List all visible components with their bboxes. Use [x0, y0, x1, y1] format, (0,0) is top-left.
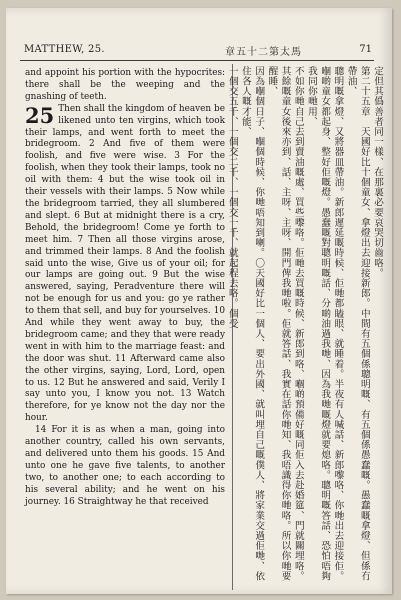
english-column [25, 68, 225, 594]
english-paragraph: Then shall the kingdom of heaven be likened unto ten virgins, which took their lamps, and went forth to meet the bridegroom. 2 And five of them were foolish, and five were wise. 3 For the foolish, when they took their lamps, took no oil with them: 4 but the wise took oil in their vessels with their lamps. 5 Now while the bridegroom tarried, they all slumbered and slept. 6 But at midnight there is a cry, Behold, the bridegroom! Come ye forth to meet him. 7 Then all those virgins arose, and trimmed their lamps. 8 And the foolish said unto the wise, Give us of your oil; for our lamps are going out. 9 But the wise answered, saying, Peradventure there will not be enough for us and you: go ye rather to them that sell, and buy for yourselves. 10 And while they went away to buy, the bridegroom came; and they that were ready went in with him to the marriage feast: and the door was shut. 11 Afterward came also the other virgins, saying, Lord, Lord, open to us. 12 But he answered and said, Verily I say unto you, I know you not. 13 Watch therefore, for ye know not the day nor the hour. [25, 103, 225, 424]
english-paragraph: 14 For it is as when a man, going into another country, called his own servants, and delivered unto them his goods. 15 And unto one he gave five talents, to another two, to another one; to each according to his several ability; and he went on his journey. 16 Straightway he that received [25, 425, 225, 507]
chinese-line: 第二十五章 天國好比十個童女、拿燈出去迎接新郎。中間有五個係聰明嘅、有五個係愚蠢嘅。愚蠢嘅拿燈、但係冇帶油、 [345, 66, 370, 582]
chinese-column [226, 66, 384, 588]
chinese-line: 因為嗰個日子、嗰個時候、你哋唔知到喇。〇天國好比一個人、要出外國、就叫埋自己嘅僕人、將家業交過佢哋、依住各人嘅才能、 [239, 66, 265, 582]
chapter-number: 25 [25, 102, 55, 128]
chinese-line: 一個交五千、一個交二千、一個交一千、就起程去咯。個受 [226, 66, 238, 329]
english-paragraph: and appoint his portion with the hypocrites: there shall be the weeping and the gnashing of teeth. [25, 68, 225, 102]
chinese-line: 不如你哋自己去到賣油嘅處、買些嚟咯。佢哋去買嘅時候、新郎到咯、嗰啲預備好嘅同佢入去赴婚筵、門就關埋咯。 [292, 66, 304, 582]
chinese-line: 嗰啲童女都起身、整好佢嘅燈。愚蠢嘅對聰明嘅話、分啲油過我哋、因為我哋嘅燈就要熄咯。聰明嘅答話、恐怕唔夠我同你哋用、 [305, 66, 331, 582]
header-book-reference: MATTHEW, 25. [24, 44, 105, 55]
page-number: 71 [359, 44, 372, 55]
running-header [20, 42, 374, 61]
chinese-line: 聰明嘅拿燈、又將器皿帶油。新郎遲延嘅時候、佢哋都瞌眼、就睡着。半夜有人喊話、新郎嚟咯、你哋出去迎接佢。 [332, 66, 344, 582]
bible-page [6, 8, 392, 594]
chinese-line: 定但其僞善者同一樣、在那裏必要哀哭切齒咯。 [372, 66, 383, 279]
chinese-line: 其餘嘅童女後來亦到、話、主呀、主呀、開門俾我哋啦。佢就答話、我實在話你哋知、我唔識得你哋咯。所以你哋要醒睡、 [266, 66, 291, 582]
english-chapter-paragraph [25, 104, 225, 425]
header-chinese-reference: 章五十二第太馬 [225, 47, 302, 58]
